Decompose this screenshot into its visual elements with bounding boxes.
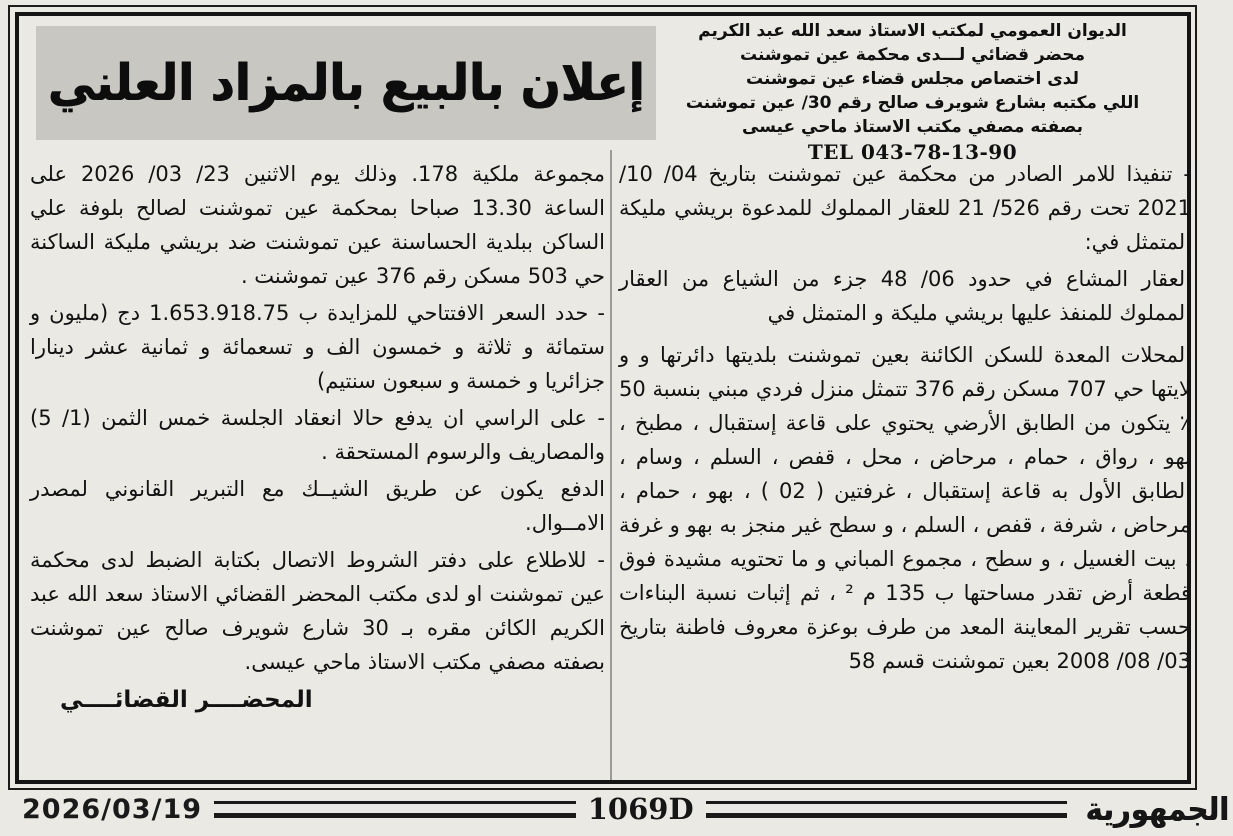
body-paragraph: الدفع يكون عن طريق الشيــك مع التبرير القانوني لمصدر الامــوال.: [30, 477, 605, 535]
office-header-line: لدى اختصاص مجلس قضاء عين تموشنت: [745, 69, 1080, 89]
ad-title: إعلان بالبيع بالمزاد العلني: [47, 53, 645, 113]
body-paragraph: - تنفيذا للامر الصادر من محكمة عين تموشنت بتاريخ 04/ 10/ 2021 تحت رقم 526/ 21 للعقار المملوك للمدعوة بريشي مليكة المتمثل في:: [619, 162, 1191, 254]
office-header-line: اللي مكتبه بشارع شويرف صالح رقم 30/ عين تموشنت: [685, 93, 1140, 113]
body-column-left: [30, 157, 605, 717]
office-header-line: بصفته مصفي مكتب الاستاذ ماحي عيسى: [742, 117, 1083, 137]
office-header-line: الديوان العمومي لمكتب الاستاذ سعد الله عبد الكريم: [698, 21, 1127, 41]
column-divider: [610, 150, 612, 780]
ad-title-box: [36, 26, 656, 140]
publication-date: 2026/03/19: [22, 793, 203, 825]
body-paragraph: مجموعة ملكية 178. وذلك يوم الاثنين 23/ 03/ 2026 على الساعة 13.30 صباحا بمحكمة عين تموشنت لصالح بلوفة علي الساكن ببلدية الحساسنة عين تموشنت ضد بريشي مليكة الساكنة حي 503 مسكن رقم 376 عين تموشنت .: [30, 162, 605, 288]
office-header-line: محضر قضائي لـــدى محكمة عين تموشنت: [739, 45, 1086, 65]
body-paragraph: المحلات المعدة للسكن الكائنة بعين تموشنت بلديتها دائرتها و و لايتها حي 707 مسكن رقم 376 تتمثل منزل فردي مبني بنسبة 50 ٪ يتكون من الطابق الأرضي يحتوي على قاعة إستقبال ، مطبخ ، بهو ، رواق ، حمام ، مرحاض ، محل ، قفص ، السلم ، وسام ، الطابق الأول به قاعة إستقبال ، غرفتين ( 02 ) ، بهو ، حمام ، مرحاض ، شرفة ، قفص ، السلم ، و سطح غير منجز به بهو و غرفة ، بيت الغسيل ، و سطح ، مجموع المباني و ما تحتويه مشيدة فوق قطعة أرض تقدر مساحتها ب 135 م ² ، ثم إثبات نسبة البناءات حسب تقرير المعاينة المعد من طرف بوعزة معروف فاطنة بتاريخ 03/ 08/ 2008 بعين تموشنت قسم 58: [619, 343, 1191, 673]
bailiff-signature: المحضــــر القضائــــي: [60, 687, 313, 713]
ad-reference-number: 1069D: [587, 792, 694, 826]
bailiff-office-header: [640, 19, 1185, 164]
body-paragraph: - على الراسي ان يدفع حالا انعقاد الجلسة خمس الثمن (1/ 5) والمصاريف والرسوم المستحقة .: [30, 406, 605, 464]
body-paragraph: - حدد السعر الافتتاحي للمزايدة ب 1.653.918.75 دج (مليون و ستمائة و ثلاثة و خمسون الف و تسعمائة و ثمانية عشر دينارا جزائريا و خمسة و سبعون سنتيم): [30, 301, 605, 393]
body-paragraph: العقار المشاع في حدود 06/ 48 جزء من الشياع من العقار المملوك للمنفذ عليها بريشي مليكة و المتمثل في: [619, 267, 1191, 325]
newspaper-logo: الجمهورية: [1085, 790, 1229, 828]
footer-rule-left: [214, 801, 576, 818]
body-paragraph: - للاطلاع على دفتر الشروط الاتصال بكتابة الضبط لدى محكمة عين تموشنت او لدى مكتب المحضر القضائي الاستاذ سعد الله عبد الكريم الكائن مقره بـ 30 شارع شويرف صالح عين تموشنت بصفته مصفي مكتب الاستاذ ماحي عيسى.: [30, 548, 605, 674]
office-phone-number: TEL 043-78-13-90: [807, 140, 1018, 164]
body-column-right: [619, 157, 1191, 681]
ad-footer: [12, 790, 1233, 828]
footer-rule-right: [706, 801, 1068, 818]
